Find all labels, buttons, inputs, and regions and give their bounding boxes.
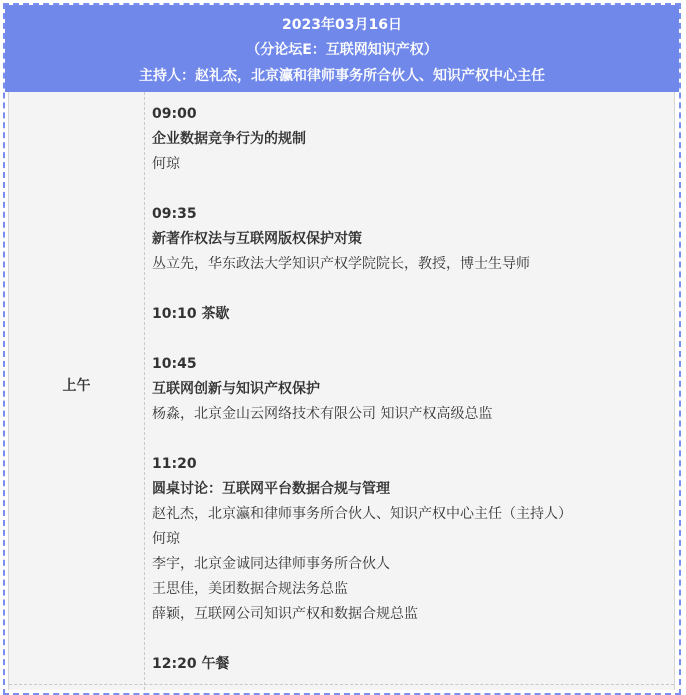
session-speaker: 赵礼杰，北京瀛和律师事务所合伙人、知识产权中心主任（主持人） [152,506,572,522]
session-title: 互联网创新与知识产权保护 [152,381,320,397]
session-title: 企业数据竞争行为的规制 [152,131,306,147]
column-divider [144,92,145,690]
schedule-header [5,5,679,92]
header-date: 2023年03月16日 [282,17,402,33]
header-forum: （分论坛E：互联网知识产权） [246,42,438,58]
session-time: 10:45 [152,356,197,372]
session-speaker: 王思佳，美团数据合规法务总监 [152,581,348,597]
session-speaker: 丛立先，华东政法大学知识产权学院院长，教授，博士生导师 [152,256,530,272]
session-time: 11:20 [152,456,197,472]
session-time: 09:00 [152,106,197,122]
session-speaker: 何琼 [152,156,180,172]
header-host: 主持人：赵礼杰，北京瀛和律师事务所合伙人、知识产权中心主任 [139,68,545,84]
session-title: 圆桌讨论：互联网平台数据合规与管理 [152,481,390,497]
period-label: 上午 [62,378,91,394]
schedule-table [8,92,675,690]
session-speaker: 薛颖，互联网公司知识产权和数据合规总监 [152,606,418,622]
tea-break: 10:10 茶歇 [152,306,230,322]
row-divider [9,684,674,685]
lunch-break: 12:20 午餐 [152,656,230,672]
session-time: 09:35 [152,206,197,222]
session-speaker: 何琼 [152,531,180,547]
session-title: 新著作权法与互联网版权保护对策 [152,231,362,247]
session-speaker: 李宇，北京金诚同达律师事务所合伙人 [152,556,390,572]
session-speaker: 杨淼，北京金山云网络技术有限公司 知识产权高级总监 [152,406,493,422]
